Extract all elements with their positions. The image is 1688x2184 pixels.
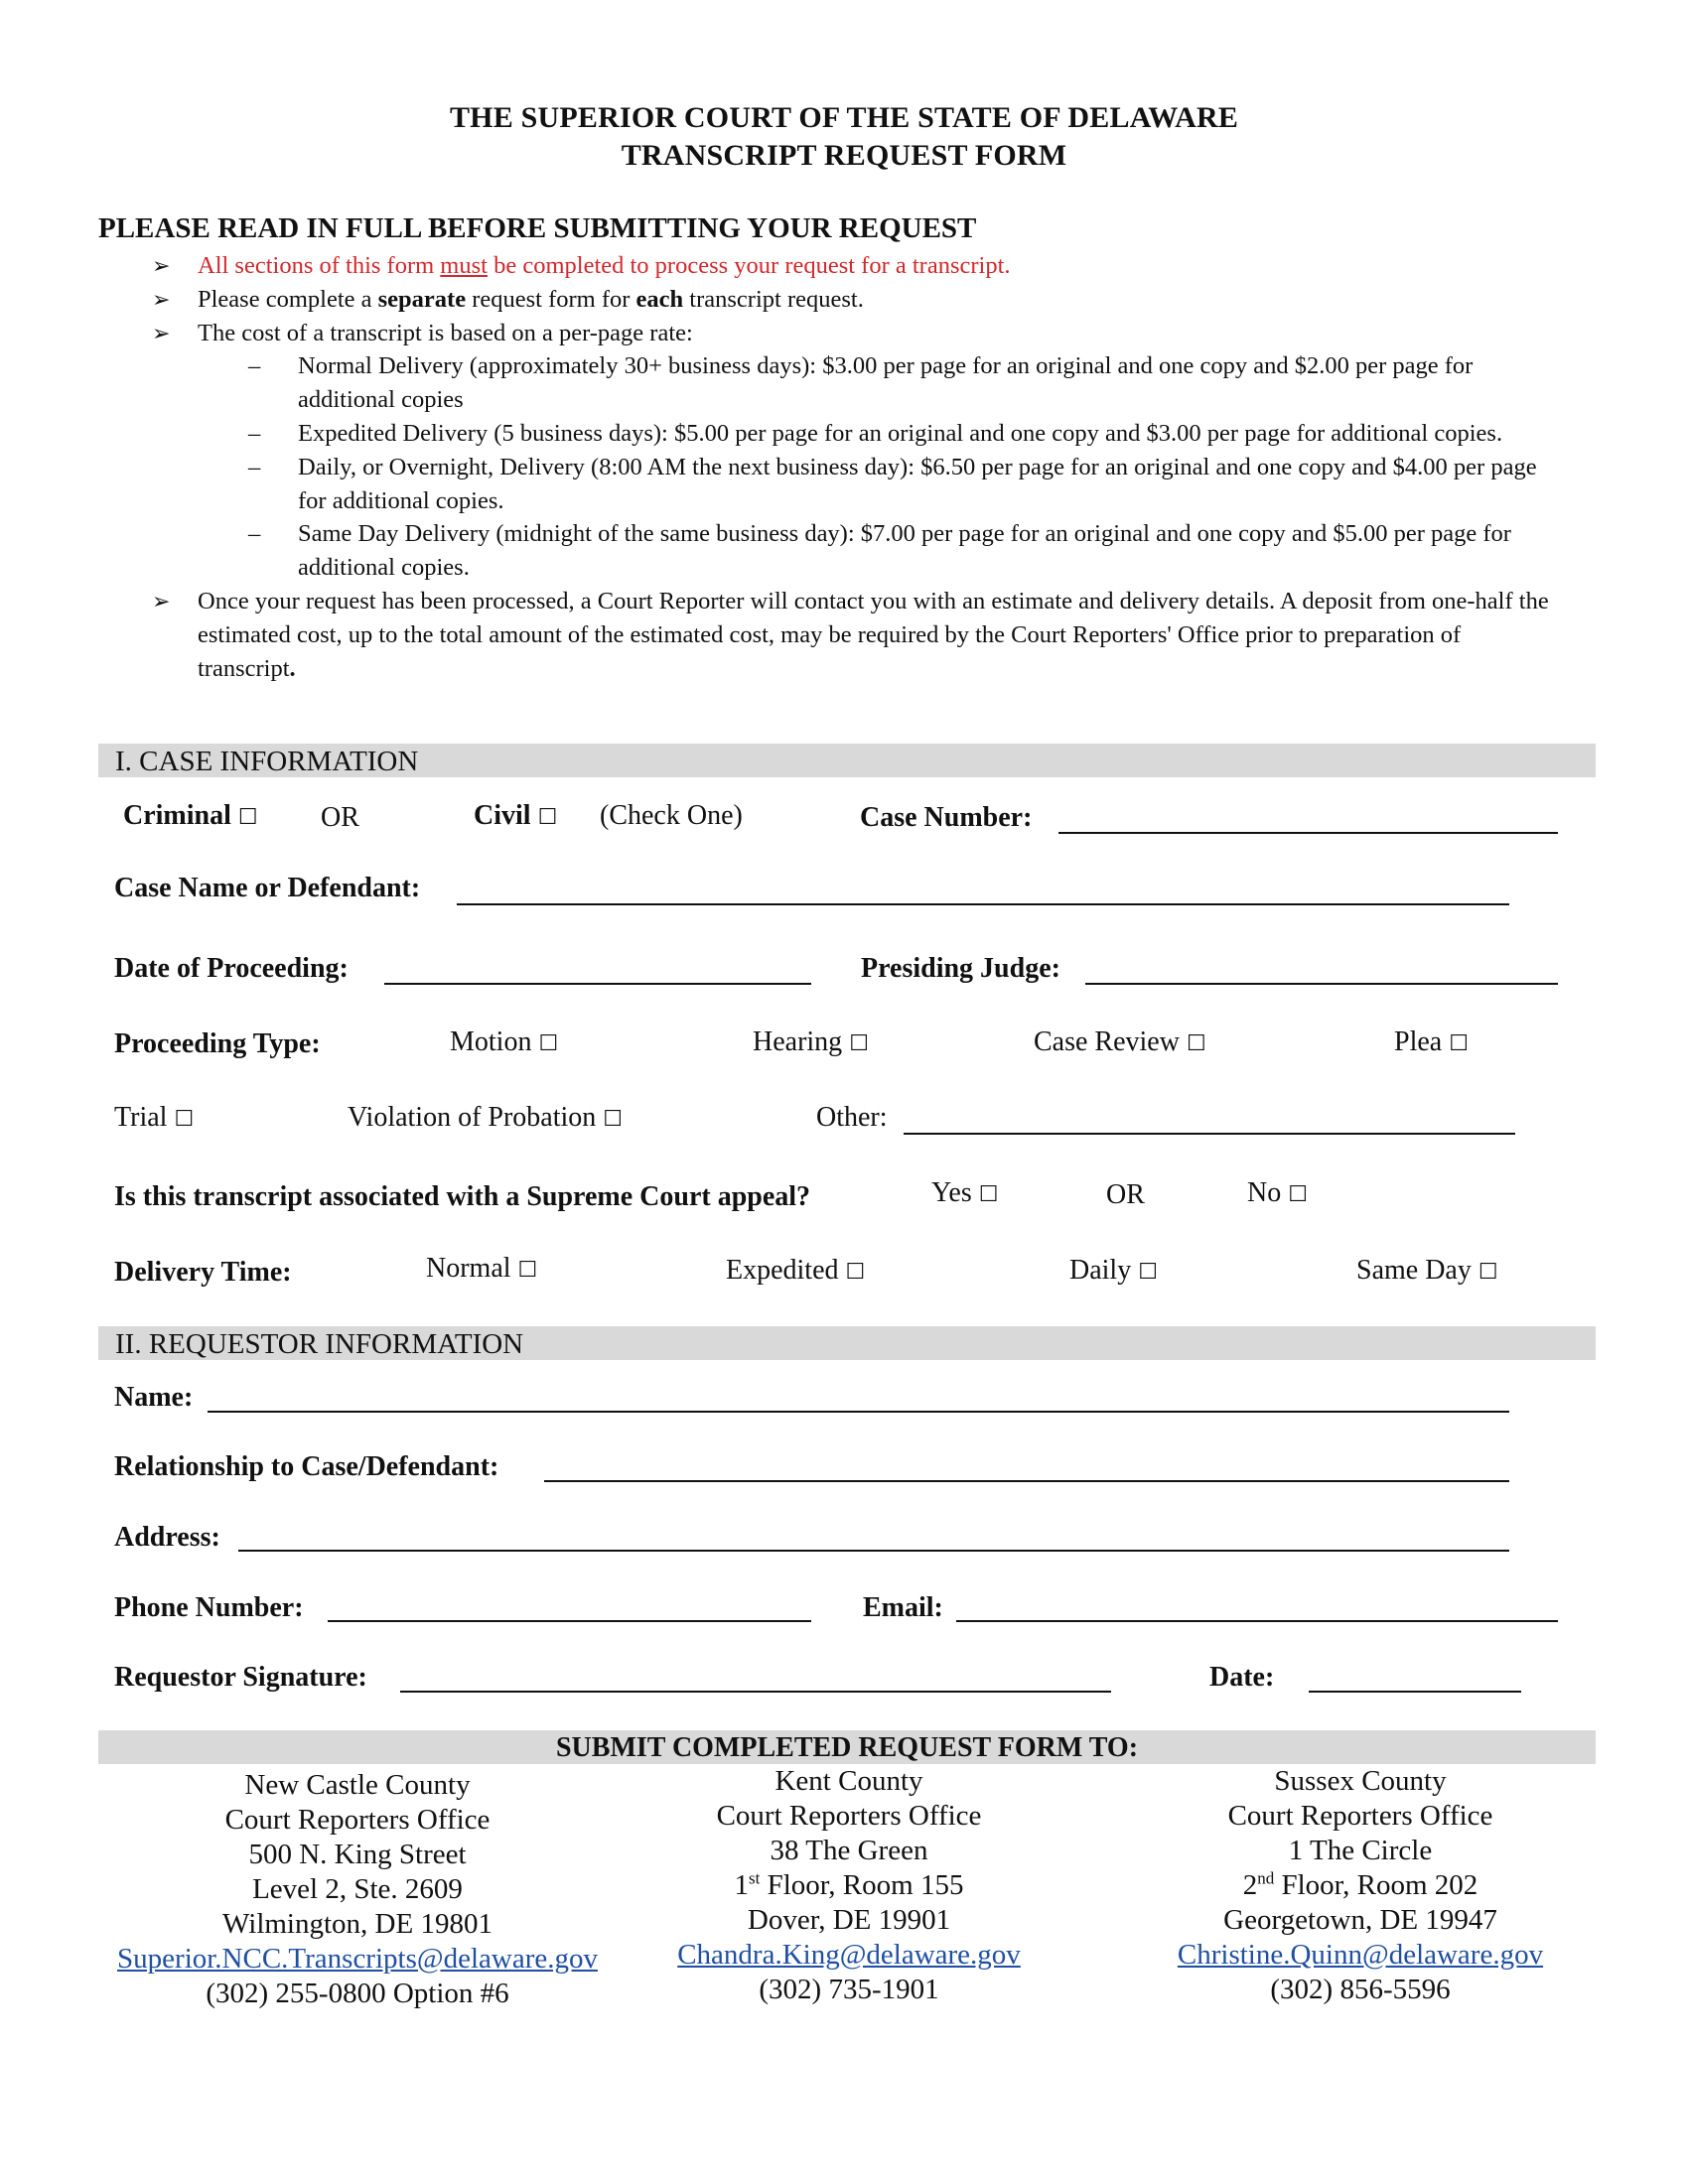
or-label: OR xyxy=(321,802,359,833)
email-field[interactable] xyxy=(956,1620,1558,1622)
bullet-cost xyxy=(152,317,1562,350)
ncc-county: New Castle County xyxy=(244,1769,471,1801)
separate-text-a: Please complete a xyxy=(198,285,378,313)
arrow-bullet-icon: ➢ xyxy=(152,588,171,614)
processing-period: . xyxy=(289,654,296,682)
trial-option[interactable]: Trial ☐ xyxy=(114,1102,195,1133)
sussex-email-link[interactable]: Christine.Quinn@delaware.gov xyxy=(1177,1939,1544,1971)
presiding-judge-label: Presiding Judge: xyxy=(861,953,1060,984)
rate-daily-text: Daily, or Overnight, Delivery (8:00 AM the next business day): $6.50 per page for an original and one copy and $4.00 per page for additional copies. xyxy=(298,453,1537,514)
processing-text: Once your request has been processed, a Court Reporter will contact you with an estimate and delivery details. A deposit from one-half the estimated cost, up to the total amount of the estimated cost, may be required by the Court Reporters' Office prior to preparation of transcript xyxy=(198,587,1549,682)
motion-checkbox[interactable]: ☐ xyxy=(538,1031,559,1056)
delivery-time-label: Delivery Time: xyxy=(114,1257,292,1288)
delivery-daily-option[interactable]: Daily ☐ xyxy=(1069,1255,1158,1286)
phone-field[interactable] xyxy=(328,1620,811,1622)
delivery-same-day-option[interactable]: Same Day ☐ xyxy=(1356,1255,1498,1286)
kent-office: Court Reporters Office xyxy=(716,1800,982,1832)
kent-street: 38 The Green xyxy=(770,1835,928,1866)
form-title-line1: THE SUPERIOR COURT OF THE STATE OF DELAWARE xyxy=(449,101,1239,134)
proceeding-type-label: Proceeding Type: xyxy=(114,1028,321,1059)
separate-text-b: separate xyxy=(377,285,467,313)
presiding-judge-field[interactable] xyxy=(1085,983,1558,985)
appeal-no-checkbox[interactable]: ☐ xyxy=(1288,1182,1308,1207)
plea-checkbox[interactable]: ☐ xyxy=(1449,1031,1469,1056)
bullet-processing xyxy=(152,585,1562,685)
separate-text-e: transcript request. xyxy=(683,285,864,313)
kent-floor: 1st Floor, Room 155 xyxy=(734,1868,964,1901)
rate-expedited-text: Expedited Delivery (5 business days): $5.00 per page for an original and one copy and $3.00 per page for additional copies. xyxy=(298,419,1503,447)
arrow-bullet-icon: ➢ xyxy=(152,253,171,278)
rate-normal: – Normal Delivery (approximately 30+ business days): $3.00 per page for an original and one copy and $2.00 per page for additional copies xyxy=(248,352,1474,414)
required-must: must xyxy=(440,252,488,279)
ncc-street: 500 N. King Street xyxy=(248,1839,467,1870)
signature-label: Requestor Signature: xyxy=(114,1662,367,1693)
rate-same-day-text: Same Day Delivery (midnight of the same business day): $7.00 per page for an original and one copy and $5.00 per page for additional copies. xyxy=(298,520,1511,582)
date-field[interactable] xyxy=(1309,1691,1521,1693)
date-of-proceeding-label: Date of Proceeding: xyxy=(114,953,349,984)
required-text-b: be completed to process your request for a transcript. xyxy=(487,252,1011,279)
criminal-label: Criminal xyxy=(123,800,231,831)
ncc-email-link[interactable]: Superior.NCC.Transcripts@delaware.gov xyxy=(117,1943,598,1975)
appeal-no-option[interactable]: No ☐ xyxy=(1247,1177,1308,1208)
cost-text: The cost of a transcript is based on a per-page rate: xyxy=(198,319,693,346)
sussex-city: Georgetown, DE 19947 xyxy=(1223,1904,1497,1936)
required-text-a: All sections of this form xyxy=(198,252,441,279)
delivery-normal-checkbox[interactable]: ☐ xyxy=(517,1258,538,1283)
delivery-daily-checkbox[interactable]: ☐ xyxy=(1138,1260,1158,1285)
rate-same-day: – Same Day Delivery (midnight of the same business day): $7.00 per page for an original and one copy and $5.00 per page for additional copies. xyxy=(248,520,1511,582)
relationship-field[interactable] xyxy=(544,1480,1509,1482)
office-sussex xyxy=(1102,1764,1618,2007)
civil-checkbox[interactable]: ☐ xyxy=(537,805,558,830)
rate-normal-text: Normal Delivery (approximately 30+ business days): $3.00 per page for an original and one copy and $2.00 per page for additional copies xyxy=(298,352,1474,414)
signature-field[interactable] xyxy=(400,1691,1111,1693)
sussex-office: Court Reporters Office xyxy=(1227,1800,1493,1832)
form-title-line2: TRANSCRIPT REQUEST FORM xyxy=(621,139,1067,172)
motion-option[interactable]: Motion ☐ xyxy=(450,1026,559,1057)
criminal-option[interactable] xyxy=(123,800,258,832)
appeal-yes-checkbox[interactable]: ☐ xyxy=(978,1182,999,1207)
date-of-proceeding-field[interactable] xyxy=(384,983,811,985)
kent-phone: (302) 735-1901 xyxy=(759,1974,939,2005)
civil-label: Civil xyxy=(474,800,531,831)
name-label: Name: xyxy=(114,1382,194,1413)
case-name-field[interactable] xyxy=(457,903,1509,905)
office-new-castle xyxy=(79,1768,635,2011)
address-field[interactable] xyxy=(238,1550,1509,1552)
section-case-information: I. CASE INFORMATION xyxy=(98,744,1596,777)
case-name-label: Case Name or Defendant: xyxy=(114,873,421,903)
notice-bullets xyxy=(152,249,1562,685)
ncc-office: Court Reporters Office xyxy=(224,1804,491,1836)
vop-option[interactable]: Violation of Probation ☐ xyxy=(348,1102,624,1133)
appeal-yes-option[interactable]: Yes ☐ xyxy=(931,1177,999,1208)
kent-city: Dover, DE 19901 xyxy=(747,1904,951,1936)
rate-expedited: – Expedited Delivery (5 business days): $5.00 per page for an original and one copy and $3.00 per page for additional copies. xyxy=(248,419,1503,447)
case-review-option[interactable]: Case Review ☐ xyxy=(1034,1026,1206,1057)
separate-text-c: request form for xyxy=(466,285,636,313)
case-review-checkbox[interactable]: ☐ xyxy=(1186,1031,1206,1056)
office-kent xyxy=(596,1764,1102,2007)
delivery-same-day-checkbox[interactable]: ☐ xyxy=(1477,1260,1498,1285)
relationship-label: Relationship to Case/Defendant: xyxy=(114,1451,499,1482)
sussex-county: Sussex County xyxy=(1274,1765,1447,1797)
section-requestor-information: II. REQUESTOR INFORMATION xyxy=(98,1326,1596,1360)
ncc-city: Wilmington, DE 19801 xyxy=(222,1908,492,1940)
email-label: Email: xyxy=(863,1592,943,1623)
ncc-phone: (302) 255-0800 Option #6 xyxy=(206,1978,509,2009)
separate-text-d: each xyxy=(635,285,684,313)
delivery-normal-option[interactable]: Normal ☐ xyxy=(426,1253,538,1284)
appeal-or-label: OR xyxy=(1106,1179,1145,1210)
hearing-checkbox[interactable]: ☐ xyxy=(849,1031,869,1056)
vop-checkbox[interactable]: ☐ xyxy=(603,1107,624,1132)
other-label: Other: xyxy=(816,1102,888,1133)
name-field[interactable] xyxy=(208,1411,1509,1413)
criminal-checkbox[interactable]: ☐ xyxy=(237,805,258,830)
kent-email-link[interactable]: Chandra.King@delaware.gov xyxy=(677,1939,1021,1971)
appeal-question: Is this transcript associated with a Supreme Court appeal? xyxy=(114,1181,811,1212)
case-number-label: Case Number: xyxy=(860,802,1033,833)
plea-option[interactable]: Plea ☐ xyxy=(1394,1026,1469,1057)
sussex-street: 1 The Circle xyxy=(1288,1835,1433,1866)
notice-heading: PLEASE READ IN FULL BEFORE SUBMITTING YOUR REQUEST xyxy=(98,212,977,244)
arrow-bullet-icon: ➢ xyxy=(152,320,171,345)
hearing-option[interactable]: Hearing ☐ xyxy=(753,1026,869,1057)
trial-checkbox[interactable]: ☐ xyxy=(174,1107,195,1132)
address-label: Address: xyxy=(114,1522,220,1553)
submit-heading: SUBMIT COMPLETED REQUEST FORM TO: xyxy=(98,1730,1596,1764)
case-number-field[interactable] xyxy=(1058,832,1558,834)
other-field[interactable] xyxy=(904,1133,1515,1135)
sussex-phone: (302) 856-5596 xyxy=(1270,1974,1451,2005)
delivery-expedited-option[interactable]: Expedited ☐ xyxy=(726,1255,866,1286)
civil-option[interactable] xyxy=(474,800,557,832)
phone-label: Phone Number: xyxy=(114,1592,304,1623)
rate-daily: – Daily, or Overnight, Delivery (8:00 AM the next business day): $6.50 per page for an original and one copy and $4.00 per page for additional copies. xyxy=(248,453,1537,514)
date-label: Date: xyxy=(1209,1662,1275,1693)
sussex-floor: 2nd Floor, Room 202 xyxy=(1242,1868,1478,1901)
bullet-required xyxy=(152,249,1562,283)
ncc-suite: Level 2, Ste. 2609 xyxy=(252,1873,463,1905)
kent-county: Kent County xyxy=(774,1765,923,1797)
bullet-separate xyxy=(152,283,1562,317)
delivery-expedited-checkbox[interactable]: ☐ xyxy=(845,1260,866,1285)
arrow-bullet-icon: ➢ xyxy=(152,286,171,312)
check-one-note: (Check One) xyxy=(600,800,743,831)
